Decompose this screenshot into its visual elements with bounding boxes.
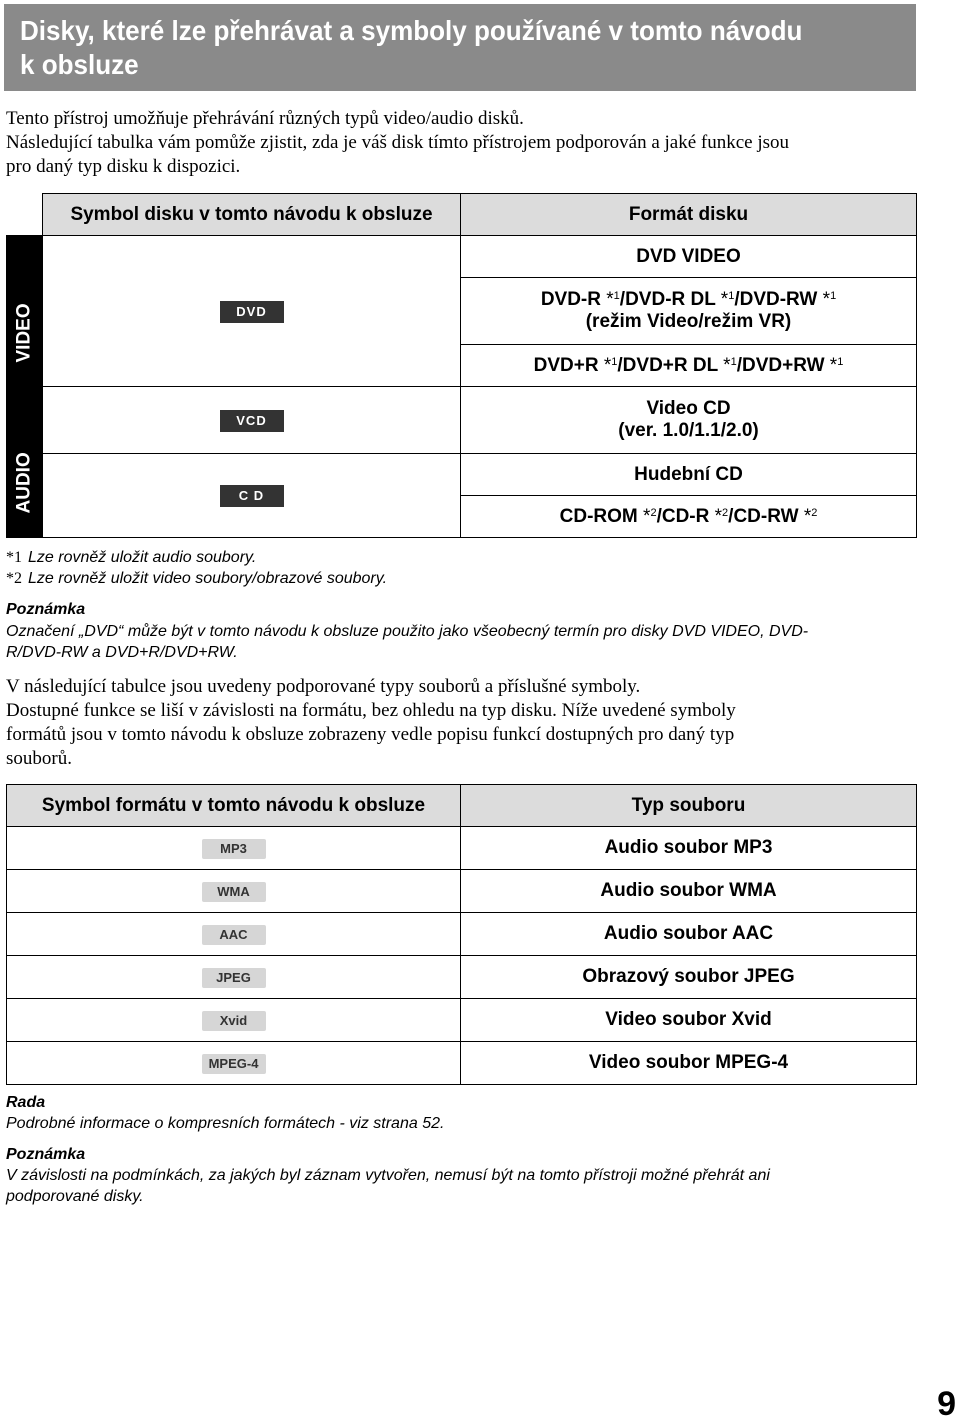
file-type-mpeg4: Video soubor MPEG-4 <box>461 1042 917 1085</box>
disc-symbol-header: Symbol disku v tomto návodu k obsluze <box>43 194 461 236</box>
file-types-paragraph: V následující tabulce jsou uvedeny podporované typy souborů a příslušné symboly. Dostupné funkce se liší v závislosti na formátu, bez ohledu na typ disku. Níže uvedené symboly formátů jsou v tomto návodu k obsluze zobrazeny vedle popisu funkcí dostupných pro daný typ souborů. <box>6 676 736 769</box>
file-type-wma: Audio soubor WMA <box>461 870 917 913</box>
xvid-badge: Xvid <box>202 1011 266 1031</box>
page-title-line-2: k obsluze <box>20 49 139 80</box>
footnote-1: *1 Lze rovněž uložit audio soubory. <box>6 549 257 566</box>
intro-line-1: Tento přístroj umožňuje přehrávání různých typů video/audio disků. <box>6 108 524 129</box>
note-1-text: Označení „DVD“ může být v tomto návodu k obsluze použito jako všeobecný termín pro disky DVD VIDEO, DVD- R/DVD-RW a DVD+R/DVD+RW. <box>6 623 809 661</box>
jpeg-badge: JPEG <box>202 968 266 988</box>
video-side-label: VIDEO <box>7 236 43 454</box>
aac-symbol-cell <box>7 913 461 956</box>
page-title-bar <box>4 4 916 91</box>
dvd-badge: DVD <box>220 301 284 323</box>
file-type-xvid: Video soubor Xvid <box>461 999 917 1042</box>
format-video-cd: Video CD (ver. 1.0/1.1/2.0) <box>461 387 917 454</box>
file-type-mp3: Audio soubor MP3 <box>461 827 917 870</box>
wma-symbol-cell <box>7 870 461 913</box>
note-1-heading: Poznámka <box>6 601 86 618</box>
disc-format-header: Formát disku <box>461 194 917 236</box>
mp3-symbol-cell <box>7 827 461 870</box>
audio-side-label: AUDIO <box>7 454 43 538</box>
note-2-heading: Poznámka <box>6 1146 86 1163</box>
note-2-text: V závislosti na podmínkách, za jakých byl záznam vytvořen, nemusí být na tomto přístroji možné přehrát ani podporované disky. <box>6 1167 770 1205</box>
mpeg4-symbol-cell <box>7 1042 461 1085</box>
file-type-header: Typ souboru <box>461 785 917 827</box>
wma-badge: WMA <box>202 882 266 902</box>
intro-paragraph <box>6 107 921 179</box>
format-dvd-plus-r: DVD+R *$^1$/DVD+R DL *$^1$/DVD+RW *$^1$ <box>461 345 917 387</box>
vcd-symbol-cell <box>43 387 461 454</box>
page-number: 9 <box>937 1385 956 1423</box>
mpeg4-badge: MPEG-4 <box>202 1054 266 1074</box>
format-symbol-header: Symbol formátu v tomto návodu k obsluze <box>7 785 461 827</box>
vcd-badge: VCD <box>220 410 284 432</box>
aac-badge: AAC <box>202 925 266 945</box>
mp3-badge: MP3 <box>202 839 266 859</box>
tip-text: Podrobné informace o kompresních formátech - viz strana 52. <box>6 1115 445 1132</box>
intro-line-3: pro daný typ disku k dispozici. <box>6 156 241 177</box>
format-cd-rom: CD-ROM *$^2$/CD-R *$^2$/CD-RW *$^2$ <box>461 496 917 538</box>
dvd-symbol-cell <box>43 236 461 387</box>
format-dvd-r: DVD-R *$^1$/DVD-R DL *$^1$/DVD-RW *$^1$ (režim Video/režim VR) <box>461 278 917 345</box>
cd-badge: C D <box>220 485 284 507</box>
disc-table <box>6 193 917 538</box>
file-type-jpeg: Obrazový soubor JPEG <box>461 956 917 999</box>
xvid-symbol-cell <box>7 999 461 1042</box>
cd-symbol-cell <box>43 454 461 538</box>
tip-heading: Rada <box>6 1094 46 1111</box>
footnote-2: *2 Lze rovněž uložit video soubory/obrazové soubory. <box>6 570 388 587</box>
file-type-table <box>6 784 917 1085</box>
disc-table-corner <box>7 194 43 236</box>
jpeg-symbol-cell <box>7 956 461 999</box>
format-music-cd: Hudební CD <box>461 454 917 496</box>
format-dvd-video: DVD VIDEO <box>461 236 917 278</box>
page-title-line-1: Disky, které lze přehrávat a symboly používané v tomto návodu <box>20 15 803 46</box>
file-type-aac: Audio soubor AAC <box>461 913 917 956</box>
intro-line-2: Následující tabulka vám pomůže zjistit, zda je váš disk tímto přístrojem podporován a jaké funkce jsou <box>6 132 790 153</box>
